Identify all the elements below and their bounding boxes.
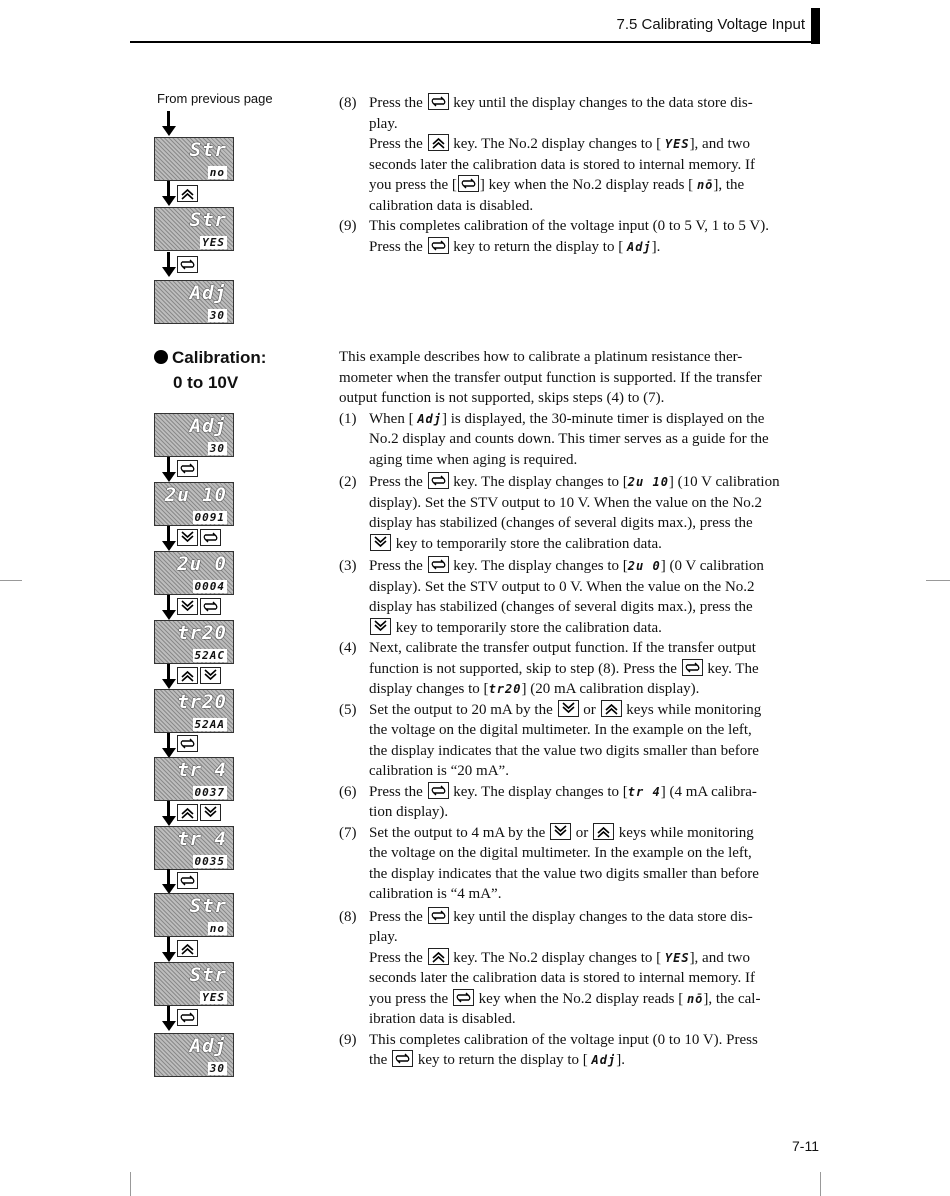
mode-key-icon xyxy=(177,460,198,477)
page-number: 7-11 xyxy=(792,1138,819,1154)
up-key-icon xyxy=(177,940,198,957)
down-key-icon xyxy=(550,823,571,840)
mode-key-icon xyxy=(177,872,198,889)
lcd-display: Adj 30 xyxy=(154,413,234,457)
mode-key-icon xyxy=(177,1009,198,1026)
crop-mark-left xyxy=(0,580,22,581)
step-2: (2) Press the key. The display changes to [2u 10] (10 V calibration display). Set the STV output to 10 V. When the value on the No.2 display has stabilized (changes of several digits max.), press the key to temporarily store the calibration data. xyxy=(339,474,780,552)
up-key-icon xyxy=(177,185,198,202)
bullet-icon xyxy=(154,350,168,364)
flow-arrow xyxy=(162,1006,176,1032)
flow-arrow xyxy=(162,252,176,278)
step-1: (1) When [ Adj] is displayed, the 30-minute timer is displayed on the No.2 display and counts down. This timer serves as a guide for the aging time when aging is required. xyxy=(339,410,769,468)
lcd-display: tr20 52AA xyxy=(154,689,234,733)
lcd-display: Str YES xyxy=(154,962,234,1006)
step-8-top: (8) Press the key until the display changes to the data store dis- play. Press the key. The No.2 display changes to [ YES], and two seconds later the calibration data is stored to internal memory. If you press the [ ] key when the No.2 display reads [ nō], the calibration data is disabled. xyxy=(339,95,755,214)
mode-key-icon xyxy=(177,735,198,752)
down-key-icon xyxy=(370,618,391,635)
header-tab-marker xyxy=(811,8,820,44)
crop-mark-right xyxy=(926,580,950,581)
up-key-icon xyxy=(428,948,449,965)
mode-key-icon xyxy=(428,237,449,254)
up-key-icon xyxy=(177,667,198,684)
crop-mark-bottom-right xyxy=(820,1172,821,1196)
down-key-icon xyxy=(370,534,391,551)
lcd-display: tr 4 0037 xyxy=(154,757,234,801)
step-9: (9) This completes calibration of the voltage input (0 to 10 V). Press the key to return the display to [ Adj]. xyxy=(339,1031,758,1068)
down-key-icon xyxy=(200,667,221,684)
flow-arrow xyxy=(162,801,176,827)
flow-arrow xyxy=(162,733,176,759)
calibration-heading: Calibration: xyxy=(154,348,266,368)
mode-key-icon xyxy=(428,556,449,573)
step-6: (6) Press the key. The display changes to [tr 4] (4 mA calibra- tion display). xyxy=(339,783,757,820)
up-key-icon xyxy=(601,700,622,717)
mode-key-icon xyxy=(200,529,221,546)
lcd-display: Adj 30 xyxy=(154,1033,234,1077)
step-9-top: (9) This completes calibration of the voltage input (0 to 5 V, 1 to 5 V). Press the key to return the display to [ Adj]. xyxy=(339,218,769,255)
lcd-display: Adj 30 xyxy=(154,280,234,324)
lcd-display: tr 4 0035 xyxy=(154,826,234,870)
step-8: (8) Press the key until the display changes to the data store dis- play. Press the key. The No.2 display changes to [ YES], and two seconds later the calibration data is stored to internal memory. If you press the key when the No.2 display reads [ nō], the cal- ibration data is disabled. xyxy=(339,908,761,1027)
mode-key-icon xyxy=(200,598,221,615)
flow-arrow xyxy=(162,457,176,483)
mode-key-icon xyxy=(428,472,449,489)
flow-arrow xyxy=(162,869,176,895)
lcd-display: 2u 10 0091 xyxy=(154,482,234,526)
step-5: (5) Set the output to 20 mA by the or keys while monitoring the voltage on the digital multimeter. In the example on the left, the display indicates that the value two digits smaller than before calibration is “20 mA”. xyxy=(339,701,762,779)
step-3: (3) Press the key. The display changes to [2u 0] (0 V calibration display). Set the STV output to 0 V. When the value on the No.2 display has stabilized (changes of several digits max.), press the key to temporarily store the calibration data. xyxy=(339,558,764,636)
lcd-display: Str no xyxy=(154,137,234,181)
flow-arrow xyxy=(162,111,176,137)
mode-key-icon xyxy=(428,782,449,799)
section-title: 7.5 Calibrating Voltage Input xyxy=(616,16,805,33)
flow-arrow xyxy=(162,526,176,552)
step-4: (4) Next, calibrate the transfer output function. If the transfer output function is not supported, skip to step (8). Press the key. The display changes to [tr20] (20 mA calibration display). xyxy=(339,640,759,697)
down-key-icon xyxy=(177,529,198,546)
intro: This example describes how to calibrate a platinum resistance ther- mometer when the transfer output function is supported. If the transfer output function is not supported, skips steps (4) to (7). xyxy=(339,349,762,406)
lcd-display: Str no xyxy=(154,893,234,937)
down-key-icon xyxy=(558,700,579,717)
mode-key-icon xyxy=(428,93,449,110)
calibration-steps xyxy=(339,347,824,1071)
down-key-icon xyxy=(200,804,221,821)
flow-arrow xyxy=(162,664,176,690)
flow-arrow xyxy=(162,937,176,963)
mode-key-icon xyxy=(453,989,474,1006)
flow-arrow xyxy=(162,595,176,621)
top-steps xyxy=(339,93,824,257)
header-rule xyxy=(130,41,820,43)
step-7: (7) Set the output to 4 mA by the or keys while monitoring the voltage on the digital multimeter. In the example on the left, the display indicates that the value two digits smaller than before calibration is “4 mA”. xyxy=(339,824,759,902)
lcd-display: 2u 0 0004 xyxy=(154,551,234,595)
mode-key-icon xyxy=(428,907,449,924)
flow-arrow xyxy=(162,181,176,207)
from-previous-page: From previous page xyxy=(157,91,273,106)
mode-key-icon xyxy=(177,256,198,273)
mode-key-icon xyxy=(392,1050,413,1067)
lcd-display: Str YES xyxy=(154,207,234,251)
up-key-icon xyxy=(428,134,449,151)
calibration-range: 0 to 10V xyxy=(173,373,239,392)
crop-mark-bottom-left xyxy=(130,1172,131,1196)
lcd-display: tr20 52AC xyxy=(154,620,234,664)
mode-key-icon xyxy=(458,175,479,192)
up-key-icon xyxy=(593,823,614,840)
down-key-icon xyxy=(177,598,198,615)
mode-key-icon xyxy=(682,659,703,676)
up-key-icon xyxy=(177,804,198,821)
